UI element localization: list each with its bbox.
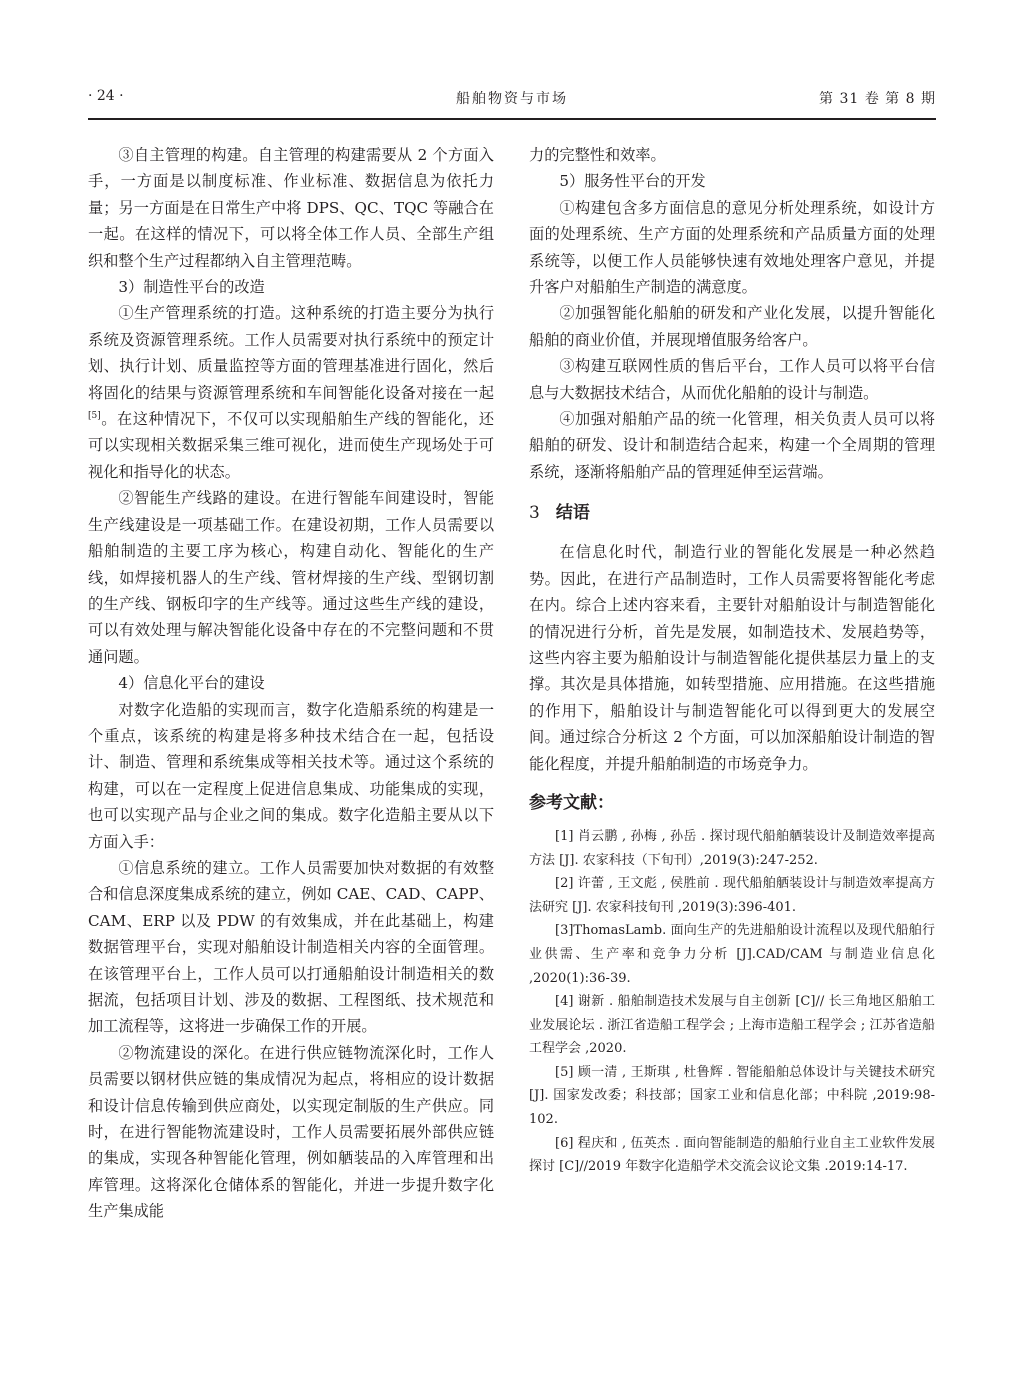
- page-number: · 24 ·: [88, 88, 124, 104]
- paragraph-information-system: ①信息系统的建立。工作人员需要加快对数据的有效整合和信息深度集成系统的建立，例如 CAE、CAD、CAPP、CAM、ERP 以及 PDW 的有效集成，并在此基础上，构建数据管理平台，实现对船舶设计制造相关内容的全面管理。在该管理平台上，工作人员可以打通船舶设计制造相关的数据流，包括项目计划、涉及的数据、工程图纸、技术规范和加工流程等，这将进一步确保工作的开展。: [88, 858, 494, 1036]
- journal-title: 船舶物资与市场: [456, 91, 568, 107]
- reference-item: [6] 程庆和 , 伍英杰 . 面向智能制造的船舶行业自主工业软件发展探讨 [C]//2019 年数字化造船学术交流会议论文集 .2019:14-17.: [529, 1135, 935, 1175]
- right-column: [529, 142, 935, 1179]
- paragraph-conclusion: 在信息化时代，制造行业的智能化发展是一种必然趋势。因此，在进行产品制造时，工作人员需要将智能化考虑在内。综合上述内容来看，主要针对船舶设计与制造智能化的情况进行分析，首先是发展，如制造技术、发展趋势等，这些内容主要为船舶设计与制造智能化提供基层力量上的支撑。其次是具体措施，如转型措施、应用措施。在这些措施的作用下，船舶设计与制造智能化可以得到更大的发展空间。通过综合分析这 2 个方面，可以加深船舶设计制造的智能化程度，并提升船舶制造的市场竞争力。: [529, 543, 935, 773]
- reference-item: [3]ThomasLamb. 面向生产的先进船舶设计流程以及现代船舶行业供需、生产率和竞争力分析 [J].CAD/CAM 与制造业信息化 ,2020(1):36-39.: [529, 923, 935, 986]
- paragraph-smart-ship-rd: ②加强智能化船舶的研发和产业化发展，以提升智能化船舶的商业价值，并展现增值服务给客户。: [529, 304, 935, 349]
- reference-item: [5] 顾一清 , 王斯琪 , 杜鲁辉 . 智能船舶总体设计与关键技术研究 [J]. 国家发改委；科技部；国家工业和信息化部；中科院 ,2019:98-102.: [529, 1064, 935, 1128]
- paragraph-feedback-system: ①构建包含多方面信息的意见分析处理系统，如设计方面的处理系统、生产方面的处理系统和产品质量方面的处理系统等，以便工作人员能够快速有效地处理客户意见，并提升客户对船舶生产制造的满意度。: [529, 198, 935, 297]
- subheading-manufacturing-platform: 3）制造性平台的改造: [118, 278, 265, 297]
- reference-item: [1] 肖云鹏 , 孙梅 , 孙岳 . 探讨现代船舶舾装设计及制造效率提高方法 [J]. 农家科技（下旬刊）,2019(3):247-252.: [529, 828, 935, 868]
- section-heading-conclusion: [529, 501, 935, 525]
- paragraph-smart-production-line: ②智能生产线路的建设。在进行智能车间建设时，智能生产线建设是一项基础工作。在建设初期，工作人员需要以船舶制造的主要工序为核心，构建自动化、智能化的生产线，如焊接机器人的生产线、管材焊接的生产线、型钢切割的生产线、钢板印字的生产线等。通过这些生产线的建设，可以有效处理与解决智能化设备中存在的不完整问题和不贯通问题。: [88, 489, 494, 666]
- paragraph-logistics: ②物流建设的深化。在进行供应链物流深化时，工作人员需要以钢材供应链的集成情况为起点，将相应的设计数据和设计信息传输到供应商处，以实现定制版的生产供应。同时，在进行智能物流建设时，工作人员需要拓展外部供应链的集成，实现各种智能化管理，例如舾装品的入库管理和出库管理。这将深化仓储体系的智能化，并进一步提升数字化生产集成能: [88, 1043, 494, 1221]
- left-column: [88, 142, 494, 1225]
- subheading-service-platform: 5）服务性平台的开发: [559, 172, 706, 191]
- issue-info: 第 31 卷 第 8 期: [819, 91, 936, 107]
- section-number: 3: [529, 503, 540, 524]
- citation-5: [5]: [88, 411, 101, 421]
- paragraph-autonomous-management: ③自主管理的构建。自主管理的构建需要从 2 个方面入手，一方面是以制度标准、作业标准、数据信息为依托力量；另一方面是在日常生产中将 DPS、QC、TQC 等融合在一起。在这样的情况下，可以将全体工作人员、全部生产组织和整个生产过程都纳入自主管理范畴。: [88, 146, 494, 270]
- references-heading: 参考文献：: [529, 792, 614, 813]
- paragraph-digital-shipbuilding: 对数字化造船的实现而言，数字化造船系统的构建是一个重点，该系统的构建是将多种技术结合在一起，包括设计、制造、管理和系统集成等相关技术等。通过这个系统的构建，可以在一定程度上促进信息集成、功能集成的实现，也可以实现产品与企业之间的集成。数字化造船主要从以下方面入手：: [88, 700, 494, 851]
- paragraph-logistics-continued: 力的完整性和效率。: [529, 146, 666, 164]
- section-title: 结语: [555, 503, 590, 524]
- page-header: [88, 88, 936, 110]
- header-rule: [88, 118, 936, 120]
- reference-item: [4] 谢新 . 船舶制造技术发展与自主创新 [C]// 长三角地区船舶工业发展论坛 . 浙江省造船工程学会 ; 上海市造船工程学会 ; 江苏省造船工程学会 ,2020.: [529, 994, 935, 1057]
- paragraph-production-management: ①生产管理系统的打造。这种系统的打造主要分为执行系统及资源管理系统。工作人员需要对执行系统中的预定计划、执行计划、质量监控等方面的管理基准进行固化，然后将固化的结果与资源管理系统和车间智能化设备对接在一起[5]。在这种情况下，不仅可以实现船舶生产线的智能化，还可以实现相关数据采集三维可视化，进而使生产现场处于可视化和指导化的状态。: [88, 304, 494, 481]
- subheading-information-platform: 4）信息化平台的建设: [118, 674, 265, 693]
- reference-item: [2] 许蕾 , 王文彪 , 侯胜前 . 现代船舶舾装设计与制造效率提高方法研究 [J]. 农家科技旬刊 ,2019(3):396-401.: [529, 876, 935, 915]
- paragraph-after-sales: ③构建互联网性质的售后平台，工作人员可以将平台信息与大数据技术结合，从而优化船舶的设计与制造。: [529, 357, 935, 402]
- paragraph-unified-management: ④加强对船舶产品的统一化管理，相关负责人员可以将船舶的研发、设计和制造结合起来，构建一个全周期的管理系统，逐渐将船舶产品的管理延伸至运营端。: [529, 410, 935, 481]
